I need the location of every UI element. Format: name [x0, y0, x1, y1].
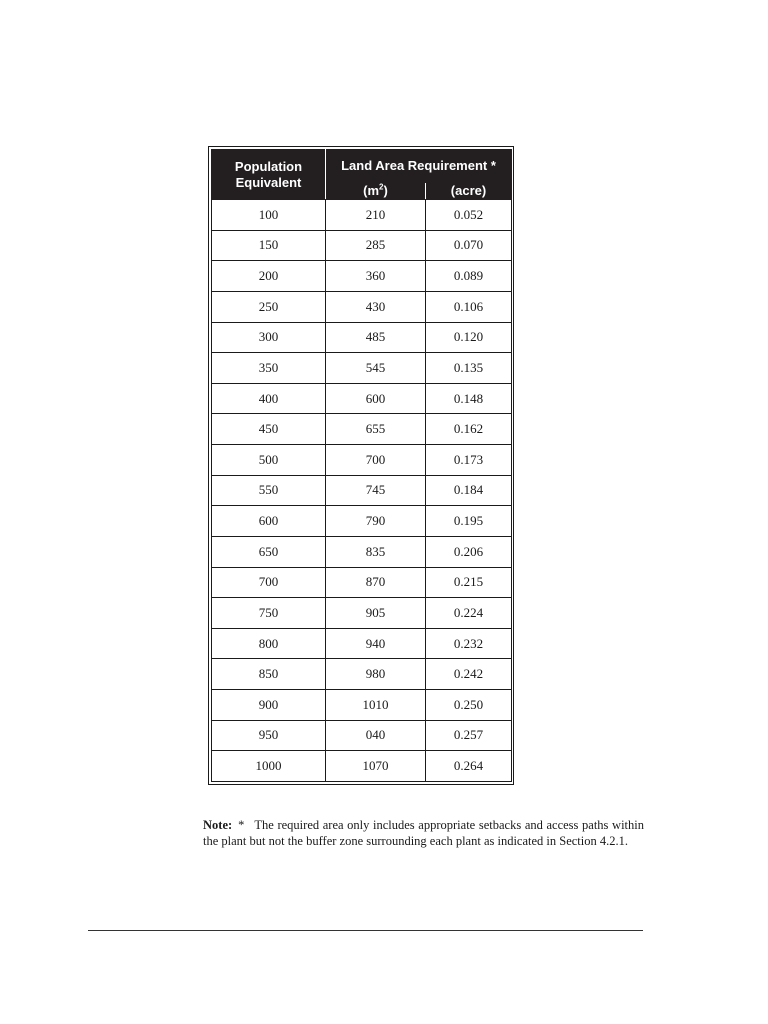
area-m2-cell: 360	[326, 261, 426, 292]
area-acre-cell: 0.224	[426, 598, 512, 629]
area-m2-cell: 790	[326, 506, 426, 537]
population-cell: 300	[212, 322, 326, 353]
population-cell: 700	[212, 567, 326, 598]
land-area-table	[211, 149, 512, 782]
footer-divider	[88, 930, 643, 931]
table-body	[212, 200, 512, 782]
population-cell: 950	[212, 720, 326, 751]
note-text: The required area only includes appropriate setbacks and access paths within the plant but not the buffer zone surrounding each plant as indicated in Section 4.2.1.	[203, 817, 644, 848]
table-row	[212, 445, 512, 476]
population-cell: 200	[212, 261, 326, 292]
table-row	[212, 628, 512, 659]
land-area-table-frame	[208, 146, 514, 785]
area-m2-cell: 545	[326, 353, 426, 384]
area-acre-cell: 0.257	[426, 720, 512, 751]
population-cell: 850	[212, 659, 326, 690]
population-cell: 400	[212, 383, 326, 414]
population-cell: 150	[212, 230, 326, 261]
population-cell: 650	[212, 536, 326, 567]
area-m2-cell: 980	[326, 659, 426, 690]
area-m2-cell: 210	[326, 200, 426, 231]
area-m2-cell: 040	[326, 720, 426, 751]
unit-acre-header: (acre)	[426, 183, 512, 200]
population-cell: 800	[212, 628, 326, 659]
population-cell: 900	[212, 690, 326, 721]
unit-m2-close: )	[383, 183, 388, 198]
table-row	[212, 475, 512, 506]
area-m2-cell: 1070	[326, 751, 426, 782]
table-row	[212, 720, 512, 751]
table-row	[212, 690, 512, 721]
area-m2-cell: 745	[326, 475, 426, 506]
table-row	[212, 353, 512, 384]
area-m2-cell: 285	[326, 230, 426, 261]
table-row	[212, 200, 512, 231]
population-cell: 450	[212, 414, 326, 445]
area-acre-cell: 0.242	[426, 659, 512, 690]
population-cell: 600	[212, 506, 326, 537]
table-row	[212, 751, 512, 782]
table-note	[203, 817, 644, 849]
area-m2-cell: 485	[326, 322, 426, 353]
population-cell: 100	[212, 200, 326, 231]
area-m2-cell: 700	[326, 445, 426, 476]
population-cell: 1000	[212, 751, 326, 782]
area-acre-cell: 0.089	[426, 261, 512, 292]
unit-m2-superscript: 2	[379, 182, 384, 192]
area-acre-cell: 0.162	[426, 414, 512, 445]
table-row	[212, 536, 512, 567]
area-acre-cell: 0.195	[426, 506, 512, 537]
table-row	[212, 567, 512, 598]
area-acre-cell: 0.184	[426, 475, 512, 506]
table-row	[212, 230, 512, 261]
table-row	[212, 659, 512, 690]
area-acre-cell: 0.135	[426, 353, 512, 384]
area-acre-cell: 0.106	[426, 291, 512, 322]
table-row	[212, 261, 512, 292]
area-m2-cell: 655	[326, 414, 426, 445]
unit-m2-header	[326, 183, 426, 200]
area-acre-cell: 0.215	[426, 567, 512, 598]
table-row	[212, 383, 512, 414]
area-acre-cell: 0.070	[426, 230, 512, 261]
table-row	[212, 598, 512, 629]
area-acre-cell: 0.120	[426, 322, 512, 353]
table-row	[212, 506, 512, 537]
note-asterisk: *	[238, 817, 245, 832]
area-m2-cell: 1010	[326, 690, 426, 721]
population-cell: 500	[212, 445, 326, 476]
table-header	[212, 150, 512, 200]
population-cell: 550	[212, 475, 326, 506]
area-acre-cell: 0.250	[426, 690, 512, 721]
land-area-requirement-header: Land Area Requirement *	[326, 150, 512, 183]
table-row	[212, 322, 512, 353]
area-m2-cell: 905	[326, 598, 426, 629]
population-equivalent-header: Population Equivalent	[212, 150, 326, 200]
area-acre-cell: 0.052	[426, 200, 512, 231]
area-m2-cell: 430	[326, 291, 426, 322]
area-acre-cell: 0.148	[426, 383, 512, 414]
area-acre-cell: 0.232	[426, 628, 512, 659]
area-acre-cell: 0.206	[426, 536, 512, 567]
area-m2-cell: 835	[326, 536, 426, 567]
area-acre-cell: 0.264	[426, 751, 512, 782]
area-m2-cell: 940	[326, 628, 426, 659]
population-cell: 250	[212, 291, 326, 322]
population-cell: 350	[212, 353, 326, 384]
area-m2-cell: 870	[326, 567, 426, 598]
area-m2-cell: 600	[326, 383, 426, 414]
unit-m2-base: (m	[363, 183, 380, 198]
population-cell: 750	[212, 598, 326, 629]
area-acre-cell: 0.173	[426, 445, 512, 476]
table-row	[212, 414, 512, 445]
note-label: Note:	[203, 817, 233, 832]
table-row	[212, 291, 512, 322]
